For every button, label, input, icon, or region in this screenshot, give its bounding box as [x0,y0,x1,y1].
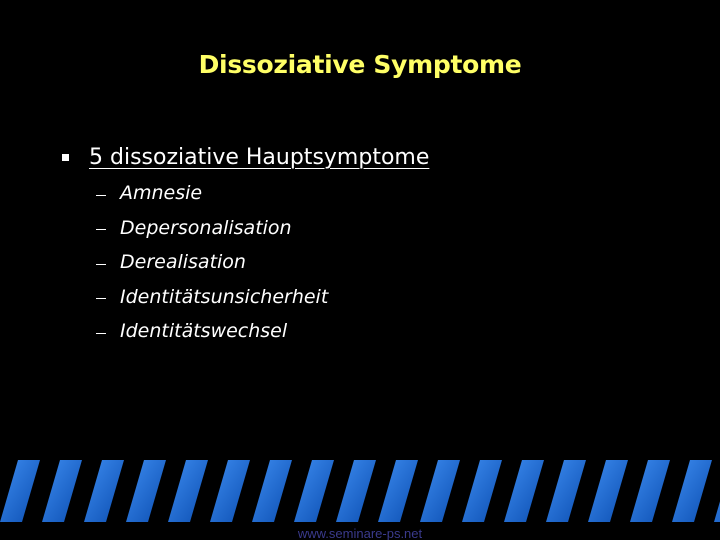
list-item [96,314,328,349]
list-item [96,280,328,315]
list-item-text: Derealisation [120,251,246,274]
symptom-list [96,176,328,349]
dash-icon [96,264,106,265]
main-bullet-text: 5 dissoziative Hauptsymptome [89,144,430,170]
main-bullet [62,140,429,174]
footer-url: www.seminare-ps.net [297,526,423,540]
square-bullet-icon [62,154,69,161]
slide-title: Dissoziative Symptome [198,50,522,79]
dash-icon [96,195,106,196]
list-item [96,176,328,211]
list-item-text: Amnesie [120,182,203,205]
dash-icon [96,333,106,334]
decorative-stripe-band [0,460,720,522]
dash-icon [96,298,106,299]
list-item [96,211,328,246]
list-item-text: Identitätsunsicherheit [120,285,329,308]
dash-icon [96,229,106,230]
list-item-text: Identitätswechsel [120,320,288,343]
list-item-text: Depersonalisation [120,216,292,239]
list-item [96,245,328,280]
